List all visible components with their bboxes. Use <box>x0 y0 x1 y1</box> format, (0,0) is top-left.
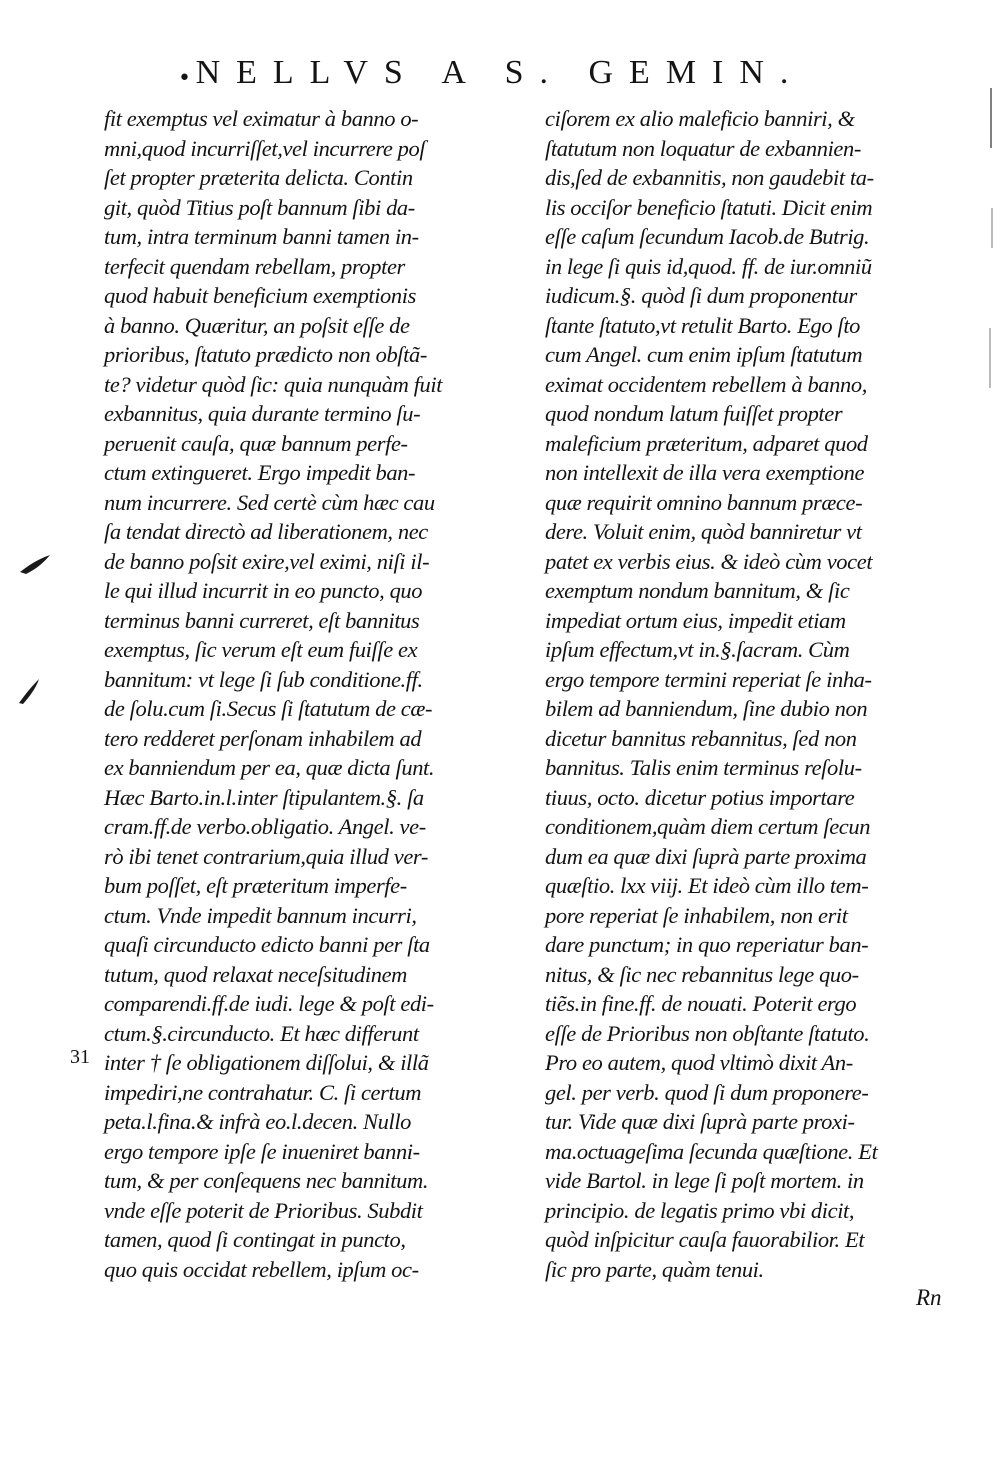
right-column-text-line: dum ea quæ dixi ſuprà parte proxima <box>545 843 867 869</box>
left-column-text-line: ctum.§.circunducto. Et hæc differunt <box>104 1020 419 1046</box>
right-column-text-line: in lege ſi quis id,quod. ff. de iur.omniũ <box>545 253 872 279</box>
left-column-text-line: ex banniendum per ea, quæ dicta ſunt. <box>104 755 435 780</box>
left-column-text-line: vnde eſſe poterit de Prioribus. Subdit <box>104 1197 423 1223</box>
left-column-text-line: git, quòd Titius poſt bannum ſibi da- <box>104 194 415 220</box>
left-column-text-line: mni,quod incurriſſet,vel incurrere poſ <box>104 135 426 161</box>
right-column-text-line: tur. Vide quæ dixi ſuprà parte proxi- <box>545 1109 855 1134</box>
right-column-text-line: non intellexit de illa vera exemptione <box>545 460 865 485</box>
right-column-text-line: bannitus. Talis enim terminus reſolu- <box>545 755 862 780</box>
right-column-text-line: dare punctum; in quo reperiatur ban- <box>545 932 869 957</box>
catchword: Rn <box>916 1285 942 1310</box>
left-column-text-line: tum, intra terminum banni tamen in- <box>104 224 419 249</box>
right-column-text-line: ma.octuageſima ſecunda quæſtione. Et <box>545 1138 878 1164</box>
left-column-text-line: te? videtur quòd ſic: quia nunquàm fuit <box>104 371 443 397</box>
left-column-text-line: num incurrere. Sed certè cùm hæc cau <box>104 489 435 515</box>
running-title: NELLVS A S. GEMIN. <box>195 54 805 91</box>
left-column-text-line: tamen, quod ſi contingat in puncto, <box>104 1227 406 1252</box>
left-column-text-line: exbannitus, quia durante termino ſu- <box>104 401 421 426</box>
right-column-text-line: patet ex verbis eius. & ideò cùm vocet <box>545 548 873 574</box>
right-column-text-line: quod nondum latum fuiſſet propter <box>545 401 843 426</box>
right-column-text-line: conditionem,quàm diem certum ſecun <box>545 814 871 839</box>
left-column-text-line: rò ibi tenet contrarium,quia illud ver- <box>104 843 428 869</box>
right-column-text-line: ciſorem ex alio maleficio banniri, & <box>545 106 855 131</box>
marginal-number: 31 <box>70 1046 90 1068</box>
left-column-text-line: ctum extingueret. Ergo impedit ban- <box>104 460 416 485</box>
right-column-text-line: ſic pro parte, quàm tenui. <box>545 1256 764 1282</box>
right-column-text-line: ergo tempore termini reperiat ſe inha- <box>545 666 872 692</box>
right-column-text-line: principio. de legatis primo vbi dicit, <box>545 1197 855 1223</box>
left-column-text-line: tum, & per conſequens nec bannitum. <box>104 1168 429 1193</box>
right-column-text-line: Pro eo autem, quod vltimò dixit An- <box>545 1050 853 1075</box>
right-text-column <box>545 104 965 1284</box>
left-column-text-line: quaſi circunducto edicto banni per ſta <box>104 932 430 957</box>
right-column-text-line: gel. per verb. quod ſi dum proponere- <box>545 1079 869 1105</box>
left-column-text-line: de banno poſsit exire,vel eximi, niſi il- <box>104 548 430 574</box>
left-column-text-line: terfecit quendam rebellam, propter <box>104 253 405 279</box>
left-column-text-line: de ſolu.cum ſi.Secus ſi ſtatutum de cæ- <box>104 696 433 721</box>
right-column-text-line: quæſtio. lxx viij. Et ideò cùm illo tem- <box>545 873 869 898</box>
left-column-text-line: Hæc Barto.in.l.inter ſtipulantem.§. ſa <box>104 784 424 810</box>
right-column-text-line: bilem ad banniendum, ſine dubio non <box>545 696 868 721</box>
right-column-text-line: iudicum.§. quòd ſi dum proponentur <box>545 283 857 308</box>
left-text-column <box>104 104 524 1284</box>
left-column-text-line: tutum, quod relaxat neceſsitudinem <box>104 961 408 987</box>
left-column-text-line: ſet propter præterita delicta. Contin <box>104 165 413 190</box>
right-column-text-line: lis occiſor beneficio ſtatuti. Dicit enim <box>545 194 873 220</box>
right-column-text-line: tiẽs.in fine.ff. de nouati. Poterit ergo <box>545 991 857 1016</box>
left-column-text-line: à banno. Quæritur, an poſsit eſſe de <box>104 312 410 338</box>
left-column-text-line: terminus banni curreret, eſt bannitus <box>104 607 420 633</box>
right-column-text-line: maleficium præteritum, adparet quod <box>545 430 868 456</box>
right-column-text-line: dicetur bannitus rebannitus, ſed non <box>545 725 857 751</box>
right-column-text-line: pore reperiat ſe inhabilem, non erit <box>545 902 848 928</box>
right-column-text-line: eximat occidentem rebellem à banno, <box>545 371 867 397</box>
page-dot-mark: • <box>178 66 191 91</box>
left-column-text-line: cram.ff.de verbo.obligatio. Angel. ve- <box>104 814 426 839</box>
left-column-text-line: impediri,ne contrahatur. C. ſi certum <box>104 1079 422 1105</box>
right-column-text-line: cum Angel. cum enim ipſum ſtatutum <box>545 342 863 367</box>
left-column-text-line: comparendi.ff.de iudi. lege & poſt edi- <box>104 991 434 1016</box>
left-column-text-line: ſa tendat directò ad liberationem, nec <box>104 519 428 544</box>
left-column-text-line: exemptus, ſic verum eſt eum fuiſſe ex <box>104 637 418 662</box>
right-column-text-line: dis,ſed de exbannitis, non gaudebit ta- <box>545 165 874 190</box>
marginal-pointer-mark-lower <box>16 676 42 706</box>
right-column-text-line: quòd inſpicitur cauſa fauorabilior. Et <box>545 1227 865 1252</box>
right-column-text-line: ſtatutum non loquatur de exbannien- <box>545 135 861 161</box>
left-column-text-line: bum poſſet, eſt præteritum imperfe- <box>104 873 407 898</box>
right-column-text-line: ipſum effectum,vt in.§.ſacram. Cùm <box>545 637 850 662</box>
right-column-text-line: exemptum nondum bannitum, & ſic <box>545 578 850 603</box>
left-column-text-line: fit exemptus vel eximatur à banno o- <box>104 106 419 131</box>
left-column-text-line: quod habuit beneficium exemptionis <box>104 283 416 308</box>
right-column-text-line: impediat ortum eius, impedit etiam <box>545 607 846 633</box>
right-column-text-line: vide Bartol. in lege ſi poſt mortem. in <box>545 1168 864 1193</box>
left-column-text-line: ctum. Vnde impedit bannum incurri, <box>104 902 417 928</box>
left-column-text-line: inter † ſe obligationem diſſolui, & illã <box>104 1050 429 1075</box>
right-column-text-line: ſtante ſtatuto,vt retulit Barto. Ego ſto <box>545 312 861 338</box>
left-column-text-line: prioribus, ſtatuto prædicto non obſtã- <box>104 342 427 367</box>
page-edge-shadow <box>986 88 996 388</box>
left-column-text-line: peruenit cauſa, quæ bannum perfe- <box>104 430 408 456</box>
left-column-text-line: bannitum: vt lege ſi ſub conditione.ff. <box>104 666 423 692</box>
marginal-pointer-mark-upper <box>18 552 52 576</box>
right-column-text-line: dere. Voluit enim, quòd banniretur vt <box>545 519 862 544</box>
left-column-text-line: ergo tempore ipſe ſe inueniret banni- <box>104 1138 420 1164</box>
left-column-text-line: quo quis occidat rebellem, ipſum oc- <box>104 1256 419 1282</box>
left-column-text-line: le qui illud incurrit in eo puncto, quo <box>104 578 423 603</box>
right-column-text-line: tiuus, octo. dicetur potius importare <box>545 784 855 810</box>
left-column-text-line: peta.l.fina.& infrà eo.l.decen. Nullo <box>104 1109 412 1134</box>
right-column-text-line: eſſe de Prioribus non obſtante ſtatuto. <box>545 1020 870 1046</box>
right-column-text-line: nitus, & ſic nec rebannitus lege quo- <box>545 961 859 987</box>
right-column-text-line: quæ requirit omnino bannum præce- <box>545 489 863 515</box>
left-column-text-line: tero redderet perſonam inhabilem ad <box>104 725 422 751</box>
right-column-text-line: eſſe caſum ſecundum Iacob.de Butrig. <box>545 224 870 249</box>
